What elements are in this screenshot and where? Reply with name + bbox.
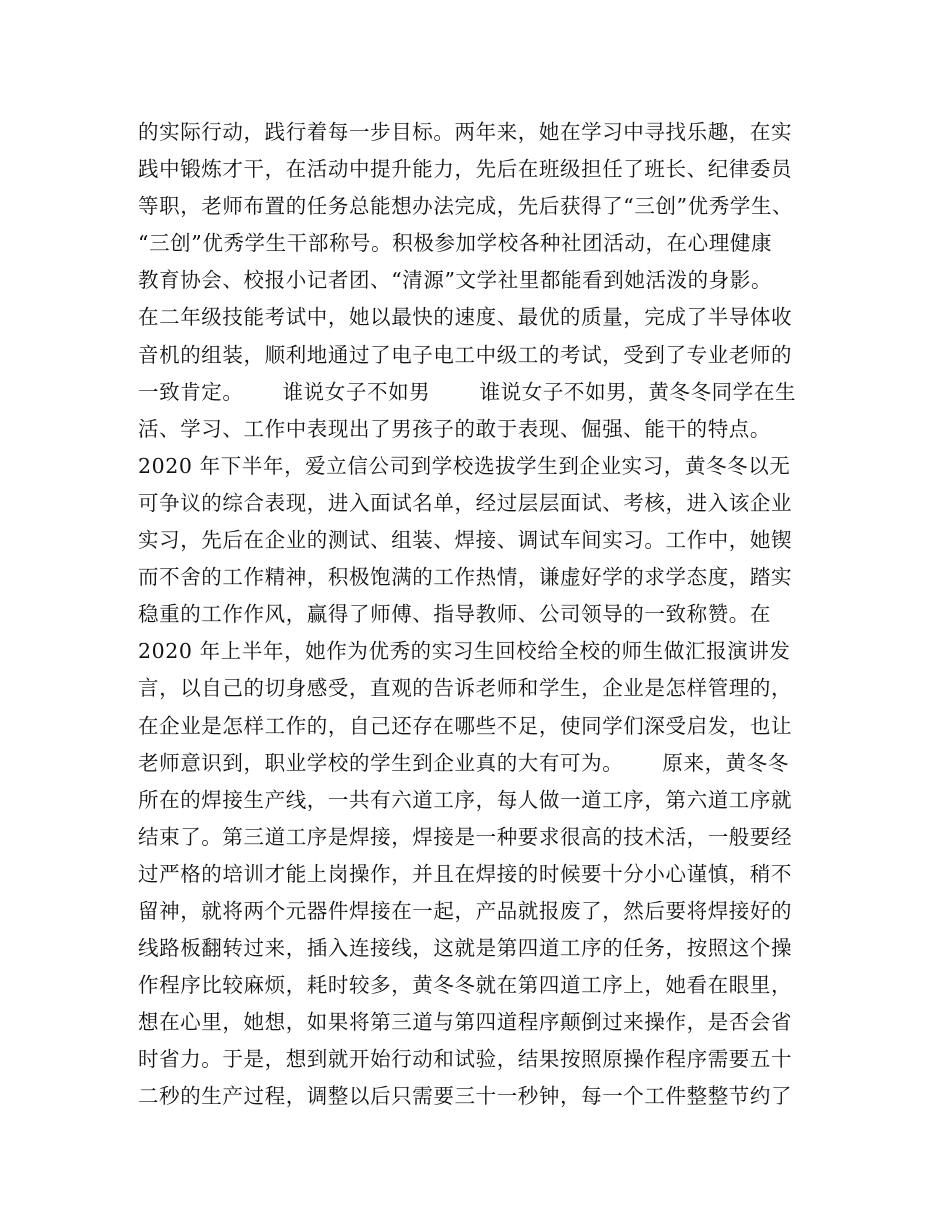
text-line: 稳重的工作作风，赢得了师傅、指导教师、公司领导的一致称赞。在 [138,602,771,627]
text-line: 而不舍的工作精神，积极饱满的工作热情，谦虚好学的求学态度，踏实 [138,565,793,590]
text-line: 的实际行动，践行着每一步目标。两年来，她在学习中寻找乐趣，在实 [138,120,793,144]
text-line: “三创”优秀学生干部称号。积极参加学校各种社团活动，在心理健康 [138,231,773,256]
text-line: 结束了。第三道工序是焊接，焊接是一种要求很高的技术活，一般要经 [138,824,793,849]
text-line: 所在的焊接生产线，一共有六道工序，每人做一道工序，第六道工序就 [138,787,793,812]
text-line: 2020 年上半年，她作为优秀的实习生回校给全校的师生做汇报演讲发 [138,639,791,664]
text-line: 活、学习、工作中表现出了男孩子的敢于表现、倔强、能干的特点。 [138,416,771,441]
text-line: 言，以自己的切身感受，直观的告诉老师和学生，企业是怎样管理的， [138,676,793,701]
text-line: 实习，先后在企业的测试、组装、焊接、调试车间实习。工作中，她锲 [138,528,793,553]
text-line: 等职，老师布置的任务总能想办法完成，先后获得了“三创”优秀学生、 [138,194,794,219]
text-line: 留神，就将两个元器件焊接在一起，产品就报废了，然后要将焊接好的 [138,898,793,923]
text-line: 二秒的生产过程，调整以后只需要三十一秒钟，每一个工件整整节约了 [138,1084,793,1109]
body-text [138,114,838,1116]
text-line: 践中锻炼才干，在活动中提升能力，先后在班级担任了班长、纪律委员 [138,157,793,182]
text-line: 线路板翻转过来，插入连接线，这就是第四道工序的任务，按照这个操 [138,936,793,961]
text-line: 过严格的培训才能上岗操作，并且在焊接的时候要十分小心谨慎，稍不 [138,861,793,886]
text-line: 作程序比较麻烦，耗时较多，黄冬冬就在第四道工序上，她看在眼里， [138,973,793,998]
text-line: 想在心里，她想，如果将第三道与第四道程序颠倒过来操作，是否会省 [138,1010,793,1035]
text-line: 一致肯定。 谁说女子不如男 谁说女子不如男，黄冬冬同学在生 [138,379,797,404]
text-line: 老师意识到，职业学校的学生到企业真的大有可为。 原来，黄冬冬 [138,750,789,775]
text-line: 在二年级技能考试中，她以最快的速度、最优的质量，完成了半导体收 [138,305,793,330]
text-line: 音机的组装，顺利地通过了电子电工中级工的考试，受到了专业老师的 [138,342,793,367]
text-line: 教育协会、校报小记者团、“清源”文学社里都能看到她活泼的身影。 [138,268,773,293]
text-line: 在企业是怎样工作的，自己还存在哪些不足，使同学们深受启发，也让 [138,713,793,738]
text-line: 可争议的综合表现，进入面试名单，经过层层面试、考核，进入该企业 [138,490,793,515]
text-line: 2020 年下半年，爱立信公司到学校选拔学生到企业实习，黄冬冬以无 [138,453,791,478]
text-line: 时省力。于是，想到就开始行动和试验，结果按照原操作程序需要五十 [138,1047,793,1072]
